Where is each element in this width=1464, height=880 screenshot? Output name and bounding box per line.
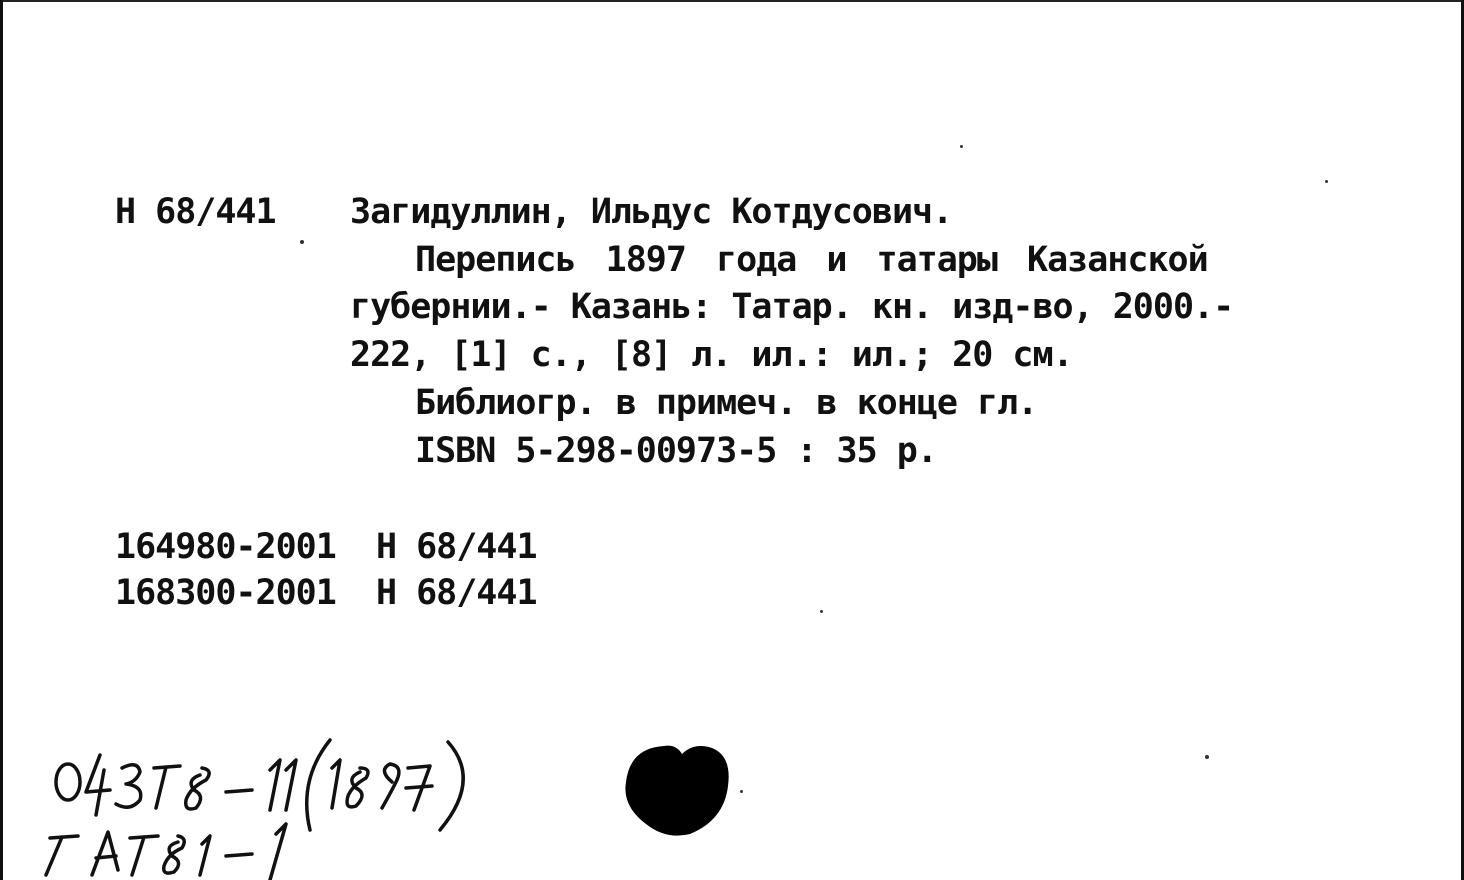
title-line-3: 222, [1] с., [8] л. ил.: ил.; 20 см. — [350, 335, 1073, 375]
title-line-1: Перепись 1897 года и татары Казанской — [415, 240, 1208, 280]
scan-speck — [820, 610, 823, 613]
scan-speck — [1325, 180, 1328, 183]
inventory-shelfmark: Н 68/441 — [375, 573, 537, 613]
inventory-number: 164980-2001 — [115, 527, 336, 567]
card-top-edge — [0, 0, 1464, 2]
scan-speck — [740, 790, 743, 793]
title-line-2: губернии.- Казань: Татар. кн. изд-во, 2000.- — [350, 287, 1234, 327]
scan-speck — [960, 145, 963, 148]
inventory-number: 168300-2001 — [115, 573, 336, 613]
scan-speck — [300, 240, 304, 244]
handwritten-classification — [30, 730, 510, 880]
inventory-shelfmark: Н 68/441 — [375, 527, 537, 567]
inventory-entry-2 — [115, 573, 537, 613]
scan-speck — [1205, 755, 1209, 759]
isbn-line: ISBN 5-298-00973-5 : 35 р. — [415, 431, 937, 471]
punched-hole — [620, 740, 740, 840]
card-left-edge — [0, 0, 3, 880]
inventory-entry-1 — [115, 527, 537, 567]
bibliography-note: Библиогр. в примеч. в конце гл. — [415, 383, 1038, 423]
shelfmark: Н 68/441 — [115, 192, 276, 232]
author-heading: Загидуллин, Ильдус Котдусович. — [350, 192, 953, 232]
